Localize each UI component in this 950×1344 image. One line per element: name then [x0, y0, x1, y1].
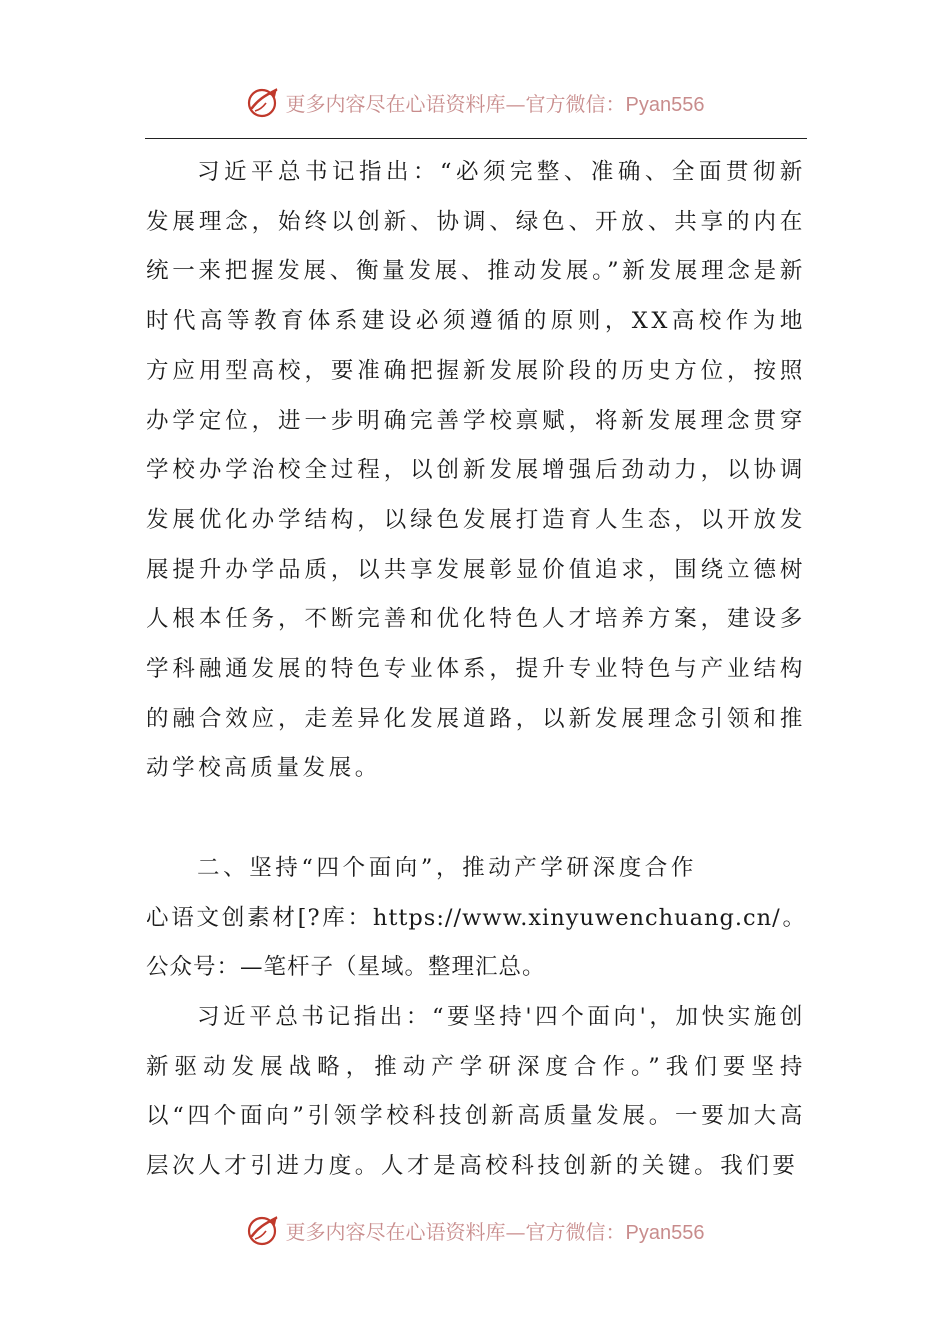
- source-note: 心语文创素材[?库：https://www.xinyuwenchuang.cn/。公众号：—笔杆子（星域。整理汇总。: [146, 904, 806, 981]
- pen-logo-icon: [246, 84, 282, 120]
- banner-text: 更多内容尽在心语资料库—官方微信：Pyan556: [285, 91, 705, 116]
- wechat-id: Pyan556: [625, 1221, 705, 1244]
- paragraph-1: 习近平总书记指出：“必须完整、准确、全面贯彻新发展理念，始终以创新、协调、绿色、开放、共享的内在统一来把握发展、衡量发展、推动发展。”新发展理念是新时代高等教育体系建设必须遵循的原则，XX高校作为地方应用型高校，要准确把握新发展阶段的历史方位，按照办学定位，进一步明确完善学校禀赋，将新发展理念贯穿学校办学治校全过程，以创新发展增强后劲动力，以协调发展优化办学结构，以绿色发展打造育人生态，以开放发展提升办学品质，以共享发展彰显价值追求，围绕立德树人根本任务，不断完善和优化特色人才培养方案，建设多学科融通发展的特色专业体系，提升专业特色与产业结构的融合效应，走差异化发展道路，以新发展理念引领和推动学校高质量发展。: [146, 159, 806, 782]
- wechat-id: Pyan556: [625, 93, 705, 116]
- banner-text: 更多内容尽在心语资料库—官方微信：Pyan556: [285, 1219, 705, 1244]
- header-banner: [0, 80, 950, 124]
- header-rule: [145, 138, 807, 139]
- document-body: [146, 148, 806, 1192]
- footer-banner: [0, 1208, 950, 1252]
- section-heading: 二、坚持“四个面向”，推动产学研深度合作: [197, 854, 698, 881]
- paragraph-gap: [146, 794, 806, 844]
- pen-logo-icon: [246, 1212, 282, 1248]
- paragraph-2: 习近平总书记指出：“要坚持'四个面向'，加快实施创新驱动发展战略，推动产学研深度合作。”我们要坚持以“四个面向”引领学校科技创新高质量发展。一要加大高层次人才引进力度。人才是高校科技创新的关键。我们要: [146, 1003, 806, 1180]
